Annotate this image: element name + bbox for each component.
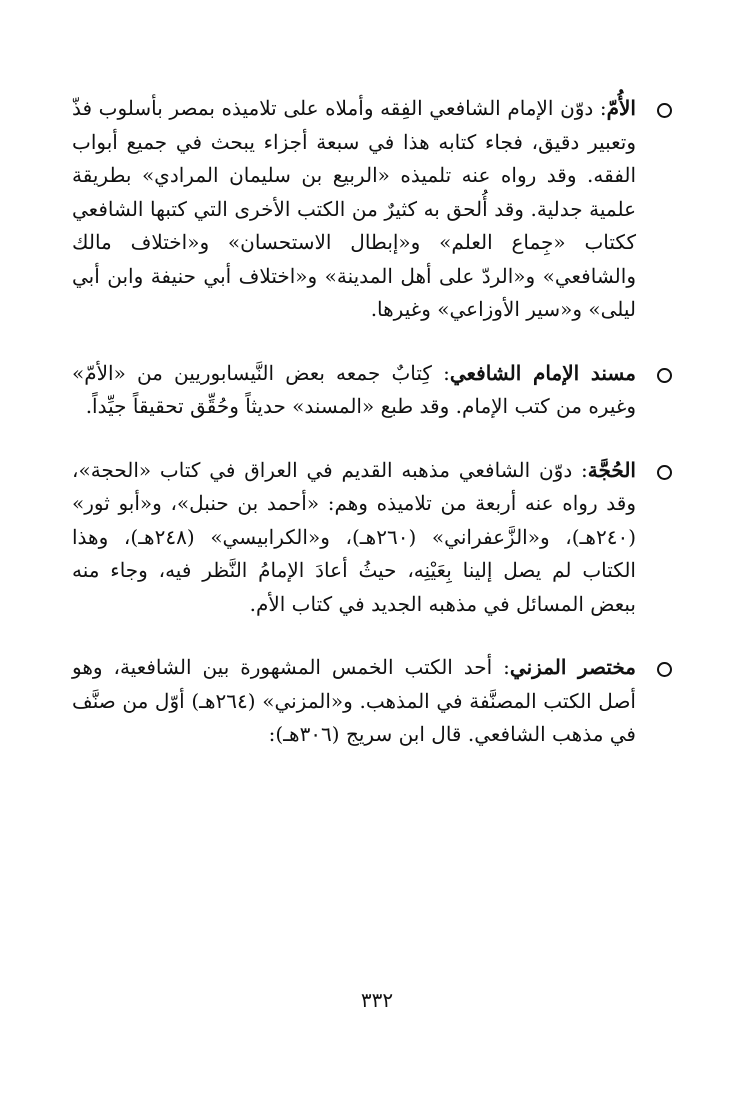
entry-al-umm <box>72 92 672 327</box>
circle-bullet-icon <box>657 465 672 480</box>
circle-bullet-icon <box>657 103 672 118</box>
page-number: ٣٣٢ <box>360 988 394 1012</box>
entry-term: مسند الإمام الشافعي <box>449 360 636 385</box>
circle-bullet-icon <box>657 662 672 677</box>
entry-text: : كِتابٌ جمعه بعض النَّيسابوريين من «الأمّ» وغيره من كتب الإمام. وقد طبع «المسند» حديثاً وحُقِّق تحقيقاً جيِّداً. <box>72 360 636 418</box>
entry-term: الأُمّ <box>606 96 636 120</box>
entry-term: مختصر المزني <box>509 655 636 679</box>
entry-text: : دوّن الشافعي مذهبه القديم في العراق في كتاب «الحجة»، وقد رواه عنه أربعة من تلاميذه وهم: «أحمد بن حنبل»، و«أبو ثور» (٢٤٠هـ)، و«الزَّعفراني» (٢٦٠هـ)، و«الكرابيسي» (٢٤٨هـ)، وهذا الكتاب لم يصل إلينا بِعَيْنِه، حيثُ أعادَ الإمامُ النَّظر فيه، وجاء منه ببعض المسائل في مذهبه الجديد في كتاب الأم. <box>72 457 636 616</box>
entry-al-hujja <box>72 454 672 622</box>
entry-text: : أحد الكتب الخمس المشهورة بين الشافعية، وهو أصل الكتب المصنَّفة في المذهب. و«المزني» (٢٦٤هـ) أوّل من صنَّف في مذهب الشافعي. قال ابن سريج (٣٠٦هـ): <box>72 655 636 746</box>
entry-mukhtasar-al-muzani <box>72 651 672 752</box>
entry-term: الحُجَّة <box>587 457 636 482</box>
circle-bullet-icon <box>657 368 672 383</box>
page-body <box>72 92 672 782</box>
entry-text: : دوّن الإمام الشافعي الفِقه وأملاه على تلاميذه بمصر بأسلوب فذّ وتعبير دقيق، فجاء كتابه هذا في سبعة أجزاء يبحث في جميع أبواب الفقه. وقد رواه عنه تلميذه «الربيع بن سليمان المرادي» بطريقة علمية جدلية. وقد أُلحق به كثيرٌ من الكتب الأخرى التي كتبها الشافعي ككتاب «جِماع العلم» و«إبطال الاستحسان» و«اختلاف مالك والشافعي» و«الردّ على أهل المدينة» و«اختلاف أبي حنيفة وابن أبي ليلى» و«سير الأوزاعي» وغيرها. <box>72 96 636 321</box>
entry-musnad-al-shafii <box>72 357 672 424</box>
